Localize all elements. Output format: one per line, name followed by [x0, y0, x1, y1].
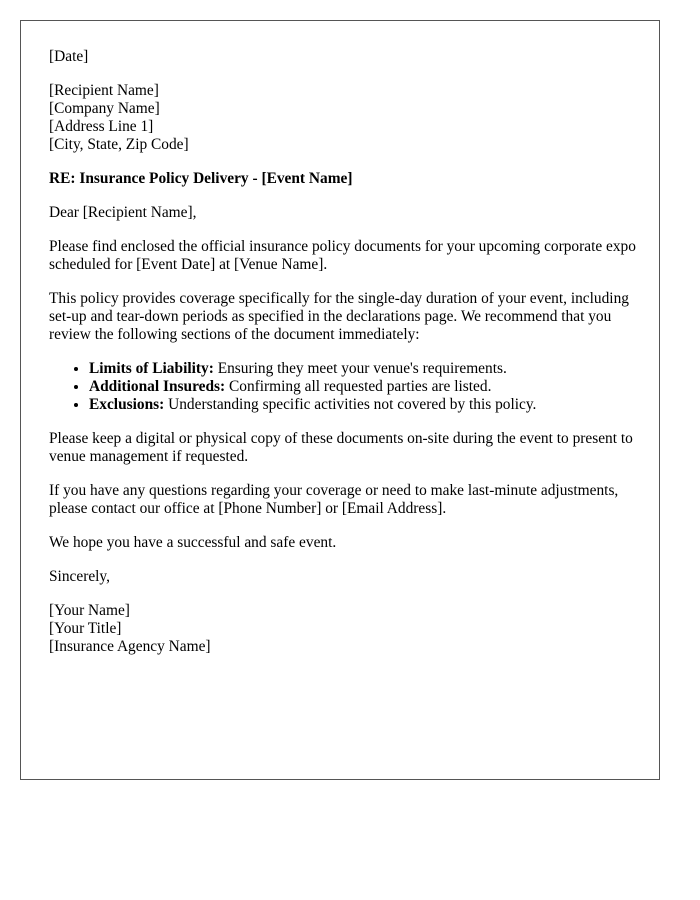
list-item-term: Exclusions: — [89, 396, 165, 413]
sender-title: [Your Title] — [49, 620, 122, 637]
list-item — [89, 360, 639, 378]
city-state-zip: [City, State, Zip Code] — [49, 136, 189, 153]
recipient-name: [Recipient Name] — [49, 82, 159, 99]
list-item-desc: Ensuring they meet your venue's requirements. — [213, 360, 507, 377]
closing-wish: We hope you have a successful and safe event. — [49, 534, 337, 551]
recipient-address — [49, 82, 639, 154]
letter-body — [49, 48, 639, 672]
list-item — [89, 396, 639, 414]
review-sections-list — [49, 360, 639, 414]
letter-page — [20, 20, 660, 780]
list-item — [89, 378, 639, 396]
sender-name: [Your Name] — [49, 602, 130, 619]
letter-date: [Date] — [49, 48, 89, 65]
signature-block — [49, 602, 639, 656]
agency-name: [Insurance Agency Name] — [49, 638, 211, 655]
copy-paragraph: Please keep a digital or physical copy of these documents on-site during the event to present to venue management if requested. — [49, 430, 633, 465]
coverage-paragraph: This policy provides coverage specifically for the single-day duration of your event, including set-up and tear-down periods as specified in the declarations page. We recommend that you review the following sections of the document immediately: — [49, 290, 629, 343]
signoff: Sincerely, — [49, 568, 110, 585]
company-name: [Company Name] — [49, 100, 160, 117]
list-item-term: Additional Insureds: — [89, 378, 226, 395]
salutation: Dear [Recipient Name], — [49, 204, 197, 221]
intro-paragraph: Please find enclosed the official insurance policy documents for your upcoming corporate expo scheduled for [Event Date] at [Venue Name]. — [49, 238, 636, 273]
list-item-desc: Confirming all requested parties are listed. — [225, 378, 492, 395]
subject-line: RE: Insurance Policy Delivery - [Event Name] — [49, 170, 353, 187]
questions-paragraph: If you have any questions regarding your coverage or need to make last-minute adjustments, please contact our office at [Phone Number] or [Email Address]. — [49, 482, 619, 517]
list-item-term: Limits of Liability: — [89, 360, 214, 377]
list-item-desc: Understanding specific activities not covered by this policy. — [164, 396, 537, 413]
address-line: [Address Line 1] — [49, 118, 154, 135]
